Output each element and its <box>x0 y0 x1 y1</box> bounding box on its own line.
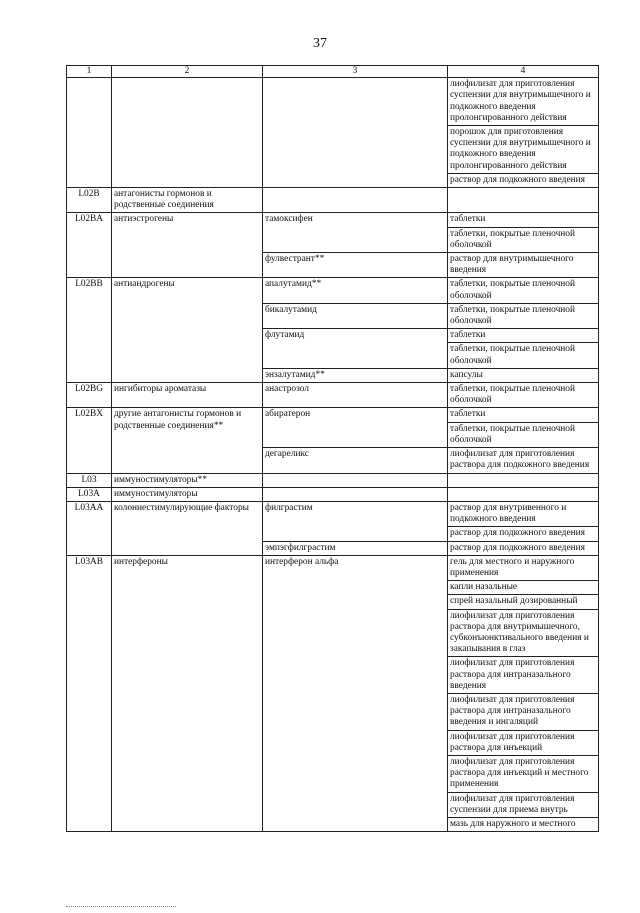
dosage-forms-cell <box>448 329 599 369</box>
dosage-form: мазь для наружного и местного <box>450 818 576 829</box>
dosage-forms-cell <box>448 487 599 501</box>
atc-code-cell: L02BG <box>67 383 112 408</box>
dosage-form <box>448 488 598 500</box>
dosage-form <box>448 188 598 200</box>
dosage-form: раствор для подкожного введения <box>450 528 585 539</box>
drug-name-cell: бикалутамид <box>263 303 448 328</box>
drug-name-cell <box>263 487 448 501</box>
dosage-forms-cell <box>448 278 599 303</box>
drug-name-cell: дегареликс <box>263 448 448 473</box>
dosage-forms-cell <box>448 78 599 188</box>
dosage-form: таблетки, покрытые пленочной оболочкой <box>450 228 576 250</box>
group-name-cell <box>112 78 263 188</box>
dosage-form: таблетки, покрытые пленочной оболочкой <box>450 304 576 327</box>
table-row <box>67 501 599 541</box>
drug-name-cell: флутамид <box>263 329 448 369</box>
table-row <box>67 78 599 188</box>
table-row <box>67 408 599 448</box>
dosage-form: лиофилизат для приготовления суспензии для внутримышечного и подкожного введения пролонгированного действия <box>448 78 598 126</box>
dosage-form: лиофилизат для приготовления раствора для инъекций <box>448 731 598 756</box>
column-header: 3 <box>263 66 448 78</box>
drug-name-cell: фулвестрант** <box>263 253 448 278</box>
table-row <box>67 213 599 253</box>
drug-name-cell: анастрозол <box>263 383 448 408</box>
table-header-row <box>67 66 599 78</box>
group-name-cell: антиэстрогены <box>112 213 263 278</box>
dosage-form: таблетки, покрытые пленочной оболочкой <box>450 344 576 366</box>
drug-name-cell: апалутамид** <box>263 278 448 303</box>
column-header: 2 <box>112 66 263 78</box>
drug-name-cell <box>263 78 448 188</box>
page-edge-mark <box>66 906 176 908</box>
dosage-form: спрей назальный дозированный <box>448 595 598 609</box>
dosage-form: капли назальные <box>448 581 598 595</box>
dosage-form: раствор для внутримышечного введения <box>450 254 574 276</box>
atc-code-cell: L03 <box>67 473 112 487</box>
dosage-form: порошок для приготовления суспензии для внутримышечного и подкожного введения пролонгированного действия <box>448 126 598 174</box>
dosage-form: таблетки, покрытые пленочной оболочкой <box>450 279 576 301</box>
group-name-cell: колониестимулирующие факторы <box>112 501 263 555</box>
drug-name-cell: абиратерон <box>263 408 448 448</box>
column-header: 4 <box>448 66 599 78</box>
atc-code-cell: L02B <box>67 188 112 213</box>
dosage-form: лиофилизат для приготовления раствора для внутримышечного, субконъюнктивального введения и закапывания в глаз <box>448 610 598 658</box>
table-row <box>67 555 599 831</box>
atc-code-cell <box>67 78 112 188</box>
atc-code-cell: L02BB <box>67 278 112 383</box>
table-row <box>67 383 599 408</box>
group-name-cell: интерфероны <box>112 555 263 831</box>
group-name-cell: другие антагонисты гормонов и родственные соединения** <box>112 408 263 473</box>
table-body <box>67 78 599 832</box>
dosage-forms-cell <box>448 408 599 448</box>
drug-name-cell <box>263 473 448 487</box>
group-name-cell: ингибиторы ароматазы <box>112 383 263 408</box>
dosage-forms-cell <box>448 555 599 831</box>
table-row <box>67 188 599 213</box>
dosage-forms-cell <box>448 501 599 541</box>
dosage-forms-cell <box>448 303 599 328</box>
atc-code-cell: L03AB <box>67 555 112 831</box>
dosage-form: лиофилизат для приготовления раствора для инъекций и местного применения <box>448 756 598 793</box>
dosage-form: гель для местного и наружного применения <box>448 556 598 581</box>
dosage-form: раствор для подкожного введения <box>450 174 585 185</box>
page-number: 37 <box>313 36 327 51</box>
table-row <box>67 487 599 501</box>
drug-name-cell <box>263 188 448 213</box>
dosage-form: таблетки <box>448 329 598 343</box>
atc-code-cell: L02BA <box>67 213 112 278</box>
atc-code-cell: L02BX <box>67 408 112 473</box>
dosage-form: таблетки, покрытые пленочной оболочкой <box>450 423 576 445</box>
group-name-cell: антагонисты гормонов и родственные соединения <box>112 188 263 213</box>
group-name-cell: антиандрогены <box>112 278 263 383</box>
dosage-forms-cell <box>448 383 599 408</box>
dosage-forms-cell <box>448 253 599 278</box>
drug-name-cell: эмпэгфилграстим <box>263 541 448 555</box>
dosage-form: таблетки, покрытые пленочной оболочкой <box>450 384 576 406</box>
dosage-form: таблетки <box>448 213 598 227</box>
group-name-cell: иммуностимуляторы <box>112 487 263 501</box>
dosage-form: капсулы <box>450 369 483 380</box>
atc-code-cell: L03A <box>67 487 112 501</box>
dosage-form: лиофилизат для приготовления суспензии для приема внутрь <box>448 793 598 818</box>
dosage-form: лиофилизат для приготовления раствора для интраназального введения <box>448 657 598 694</box>
drug-name-cell: филграстим <box>263 501 448 541</box>
dosage-forms-cell <box>448 188 599 213</box>
drug-table <box>66 65 598 832</box>
dosage-form: таблетки <box>448 408 598 422</box>
drug-name-cell: энзалутамид** <box>263 368 448 382</box>
drug-name-cell: тамоксифен <box>263 213 448 253</box>
dosage-form: лиофилизат для приготовления раствора для интраназального введения и ингаляций <box>448 694 598 731</box>
dosage-forms-cell <box>448 213 599 253</box>
drug-name-cell: интерферон альфа <box>263 555 448 831</box>
table-row <box>67 473 599 487</box>
dosage-forms-cell <box>448 448 599 473</box>
dosage-form: раствор для внутривенного и подкожного введения <box>448 502 598 527</box>
column-header: 1 <box>67 66 112 78</box>
group-name-cell: иммуностимуляторы** <box>112 473 263 487</box>
dosage-forms-cell <box>448 473 599 487</box>
dosage-forms-cell <box>448 541 599 555</box>
dosage-form: лиофилизат для приготовления раствора для подкожного введения <box>450 449 590 471</box>
dosage-form <box>448 474 598 486</box>
dosage-forms-cell <box>448 368 599 382</box>
dosage-form: раствор для подкожного введения <box>450 542 585 553</box>
atc-code-cell: L03AA <box>67 501 112 555</box>
table-row <box>67 278 599 303</box>
